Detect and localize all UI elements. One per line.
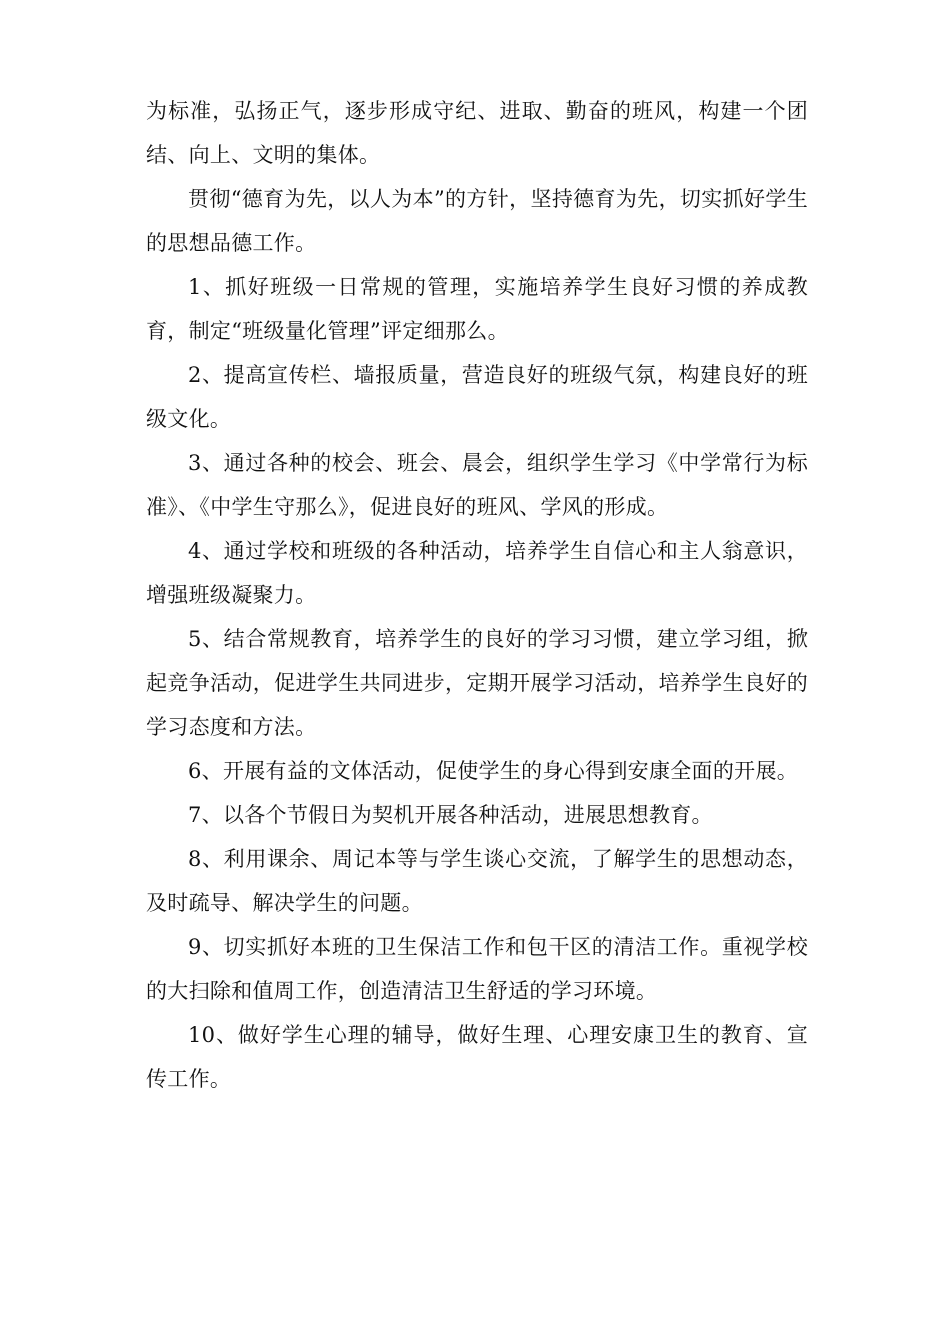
list-item-5: 5、结合常规教育，培养学生的良好的学习习惯，建立学习组，掀起竞争活动，促进学生共同进步，定期开展学习活动，培养学生良好的学习态度和方法。 — [146, 627, 808, 739]
paragraph-continuation: 为标准，弘扬正气，逐步形成守纪、进取、勤奋的班风，构建一个团结、向上、文明的集体。 — [146, 99, 808, 167]
list-item-3: 3、通过各种的校会、班会、晨会，组织学生学习《中学常行为标准》、《中学生守那么》，促进良好的班风、学风的形成。 — [146, 451, 808, 519]
paragraph-guideline: 贯彻“德育为先，以人为本”的方针，坚持德育为先，切实抓好学生的思想品德工作。 — [146, 187, 808, 255]
list-item-2: 2、提高宣传栏、墙报质量，营造良好的班级气氛，构建良好的班级文化。 — [146, 363, 808, 431]
list-item-8: 8、利用课余、周记本等与学生谈心交流，了解学生的思想动态，及时疏导、解决学生的问题。 — [146, 847, 808, 915]
list-item-4: 4、通过学校和班级的各种活动，培养学生自信心和主人翁意识，增强班级凝聚力。 — [146, 539, 808, 607]
list-item-9: 9、切实抓好本班的卫生保洁工作和包干区的清洁工作。重视学校的大扫除和值周工作，创造清洁卫生舒适的学习环境。 — [146, 935, 808, 1003]
list-item-7: 7、以各个节假日为契机开展各种活动，进展思想教育。 — [188, 803, 713, 827]
list-item-6: 6、开展有益的文体活动，促使学生的身心得到安康全面的开展。 — [188, 759, 799, 783]
list-item-1: 1、抓好班级一日常规的管理，实施培养学生良好习惯的养成教育，制定“班级量化管理”评定细那么。 — [146, 275, 808, 343]
document-body — [146, 89, 808, 1101]
list-item-10: 10、做好学生心理的辅导，做好生理、心理安康卫生的教育、宣传工作。 — [146, 1023, 808, 1091]
